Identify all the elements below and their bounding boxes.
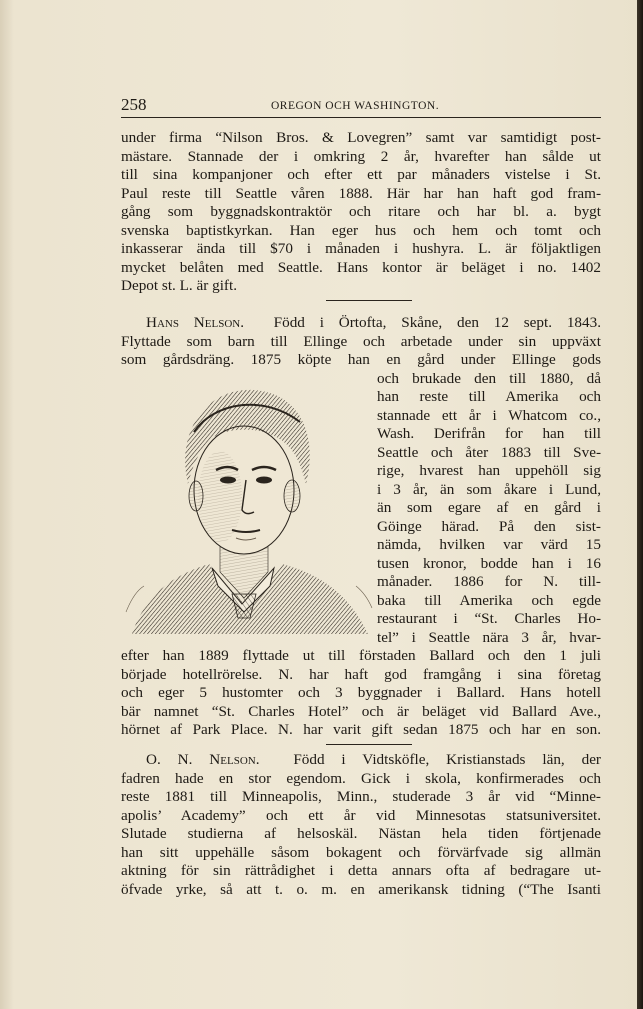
entry-first-line-text: Född i Örtofta, Skåne, den 12 sept. 1843. [273,314,601,331]
text-line: efter han 1889 flyttade ut till förstaden Ballard och den 1 juli [121,647,601,664]
portrait-engraving [124,372,374,640]
text-line: hörnet af Park Place. N. har varit gift sedan 1875 och har en son. [121,721,601,738]
text-line: baka till Amerika och egde [377,592,601,609]
person-name: Hans Nelson. [146,314,245,331]
text-line: Göinge härad. På den sist- [377,518,601,535]
text-line: som gårdsdräng. 1875 köpte han en gård under Ellinge gods [121,351,601,368]
text-line: nämda, hvilken var värd 15 [377,536,601,553]
text-line: Seattle och åter 1883 till Sve- [377,444,601,461]
text-line: restaurant i “St. Charles Ho- [377,610,601,627]
text-line: han sitt uppehälle såsom bokagent och förvärfvade sig allmän [121,844,601,861]
text-line: och eger 5 hustomter och 3 byggnader i Ballard. Hans hotell [121,684,601,701]
text-line: började hotellrörelse. N. har haft god framgång i sina företag [121,666,601,683]
text-line: rige, hvarest han uppehöll sig [377,462,601,479]
text-line: mycket belåten med Seattle. Hans kontor är beläget i no. 1402 [121,259,601,276]
text-line: månader. 1886 for N. till- [377,573,601,590]
ear [189,481,203,511]
text-line: Flyttade som barn till Ellinge och arbetade under sin uppväxt [121,333,601,350]
entry-first-line [146,314,601,332]
text-line: fadren hade en stor egendom. Gick i skola, konfirmerades och [121,770,601,787]
text-line: och brukade den till 1880, då [377,370,601,387]
section-divider [326,744,412,745]
entry-first-line-text: Född i Vidtsköfle, Kristianstads län, der [293,751,601,768]
text-line: gång som byggnadskontraktör och ritare och har bl. a. bygt [121,203,601,220]
text-line: tusen kronor, bodde han i 16 [377,555,601,572]
text-line: han reste till Amerika och [377,388,601,405]
page-edge-shadow [637,0,643,1009]
text-line: aktning för sin rättrådighet i detta annars ofta af bedragare ut- [121,862,601,879]
page-header [121,95,601,118]
entry-first-line [146,751,601,769]
text-line: reste 1881 till Minneapolis, Minn., studerade 3 år vid “Minne- [121,788,601,805]
text-line: bär namnet “St. Charles Hotel” och är beläget vid Ballard Ave., [121,703,601,720]
text-line: i 3 år, än som åkare i Lund, [377,481,601,498]
person-name: O. N. Nelson. [146,751,260,768]
text-line: Wash. Derifrån for han till [377,425,601,442]
eye [220,477,236,484]
text-line: Paul reste till Seattle våren 1888. Här har han haft god fram- [121,185,601,202]
text-line: Depot st. L. är gift. [121,277,237,294]
text-line: tel” i Seattle nära 3 år, hvar- [377,629,601,646]
text-line: mästare. Stannade der i omkring 2 år, hvarefter han sålde ut [121,148,601,165]
section-divider [326,300,412,301]
text-line: svenska baptistkyrkan. Han eger hus och hem och tomt och [121,222,601,239]
text-line: apolis’ Academy” och ett år vid Minnesotas statsuniversitet. [121,807,601,824]
eye [256,477,272,484]
text-line: inkasserar ända till $70 i månaden i hushyra. L. är följaktligen [121,240,601,257]
text-line: under firma “Nilson Bros. & Lovegren” samt var samtidigt post- [121,129,601,146]
text-line: till sina kompanjoner och efter ett par månaders vistelse i St. [121,166,601,183]
text-line: stannade ett år i Whatcom co., [377,407,601,424]
text-line: än som egare af en gård i [377,499,601,516]
text-line: Slutade studierna af helsoskäl. Nästan hela tiden förtjenade [121,825,601,842]
ear [284,480,300,512]
text-line: öfvade yrke, så att t. o. m. en amerikansk tidning (“The Isanti [121,881,601,898]
running-title: OREGON OCH WASHINGTON. [271,100,440,112]
page-number: 258 [121,95,147,114]
